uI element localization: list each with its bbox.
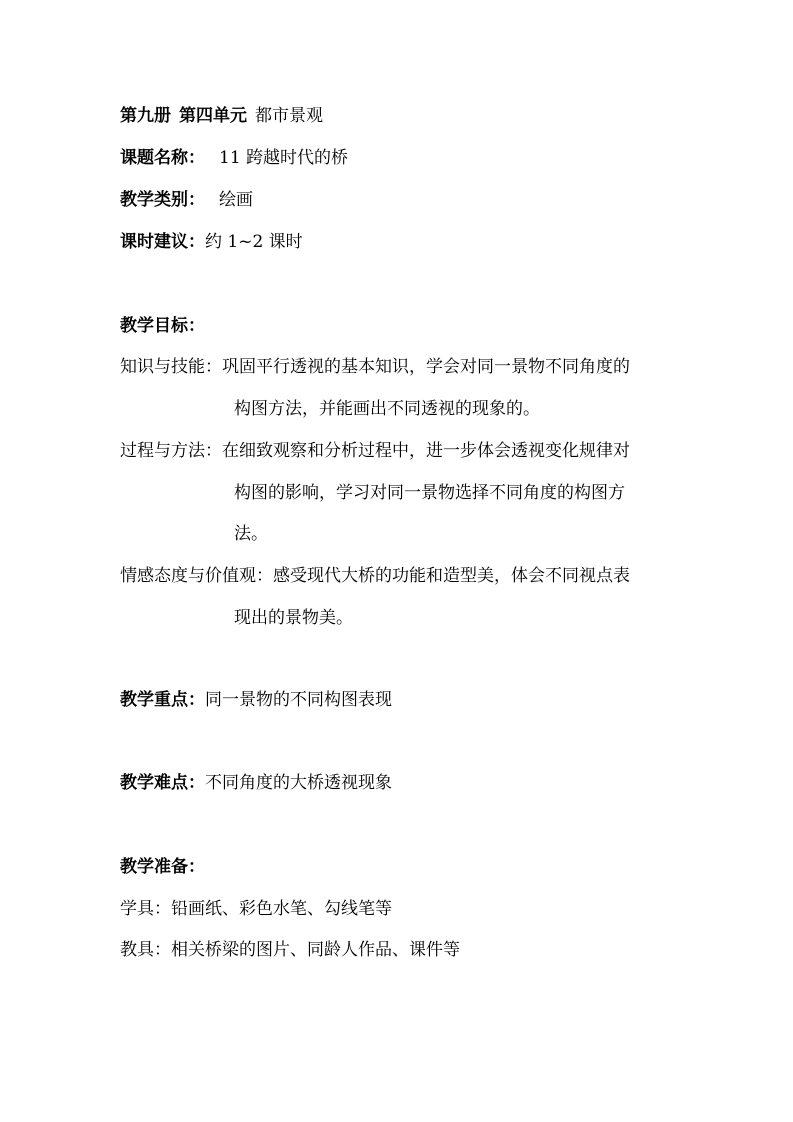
teacher-tools-label: 教具： [120, 940, 171, 960]
key-point-value: 同一景物的不同构图表现 [205, 690, 392, 710]
emotion-line-2: 现出的景物美。 [234, 608, 353, 628]
objectives-heading-text: 教学目标： [120, 316, 205, 336]
lesson-type-row [120, 188, 253, 212]
student-tools-value: 铅画纸、彩色水笔、勾线笔等 [171, 899, 392, 919]
knowledge-label: 知识与技能： [120, 357, 222, 377]
process-label: 过程与方法： [120, 441, 222, 461]
teacher-tools-value: 相关桥梁的图片、同龄人作品、课件等 [171, 940, 460, 960]
key-point-label: 教学重点： [120, 690, 205, 710]
emotion-row [120, 564, 630, 588]
process-row [120, 439, 630, 463]
preparation-heading-text: 教学准备： [120, 857, 205, 877]
knowledge-line-1: 巩固平行透视的基本知识，学会对同一景物不同角度的 [222, 357, 630, 377]
difficulty-label: 教学难点： [120, 773, 205, 793]
objectives-heading [120, 314, 205, 338]
unit-header [120, 104, 323, 128]
book-label: 第九册 [120, 106, 171, 126]
unit-title: 都市景观 [255, 106, 323, 126]
process-line-3: 法。 [234, 524, 268, 544]
preparation-heading [120, 855, 205, 879]
difficulty-value: 不同角度的大桥透视现象 [205, 773, 392, 793]
student-tools-label: 学具： [120, 899, 171, 919]
process-line-2: 构图的影响，学习对同一景物选择不同角度的构图方 [234, 483, 625, 503]
emotion-label: 情感态度与价值观： [120, 566, 273, 586]
knowledge-row [120, 355, 630, 379]
key-point-row [120, 688, 392, 712]
lesson-hours-row [120, 230, 303, 254]
lesson-name-row [120, 146, 348, 170]
knowledge-line-2: 构图方法，并能画出不同透视的现象的。 [234, 399, 540, 419]
lesson-name-value: 11 跨越时代的桥 [219, 148, 349, 168]
student-tools-row [120, 897, 392, 921]
lesson-type-label: 教学类别： [120, 190, 205, 210]
difficulty-row [120, 771, 392, 795]
process-line-1: 在细致观察和分析过程中，进一步体会透视变化规律对 [222, 441, 630, 461]
lesson-hours-label: 课时建议： [120, 232, 205, 252]
teacher-tools-row [120, 938, 460, 962]
lesson-hours-value: 约 1~2 课时 [205, 232, 303, 252]
emotion-line-1: 感受现代大桥的功能和造型美，体会不同视点表 [273, 566, 630, 586]
lesson-name-label: 课题名称： [120, 148, 205, 168]
unit-label: 第四单元 [179, 106, 247, 126]
lesson-type-value: 绘画 [219, 190, 253, 210]
